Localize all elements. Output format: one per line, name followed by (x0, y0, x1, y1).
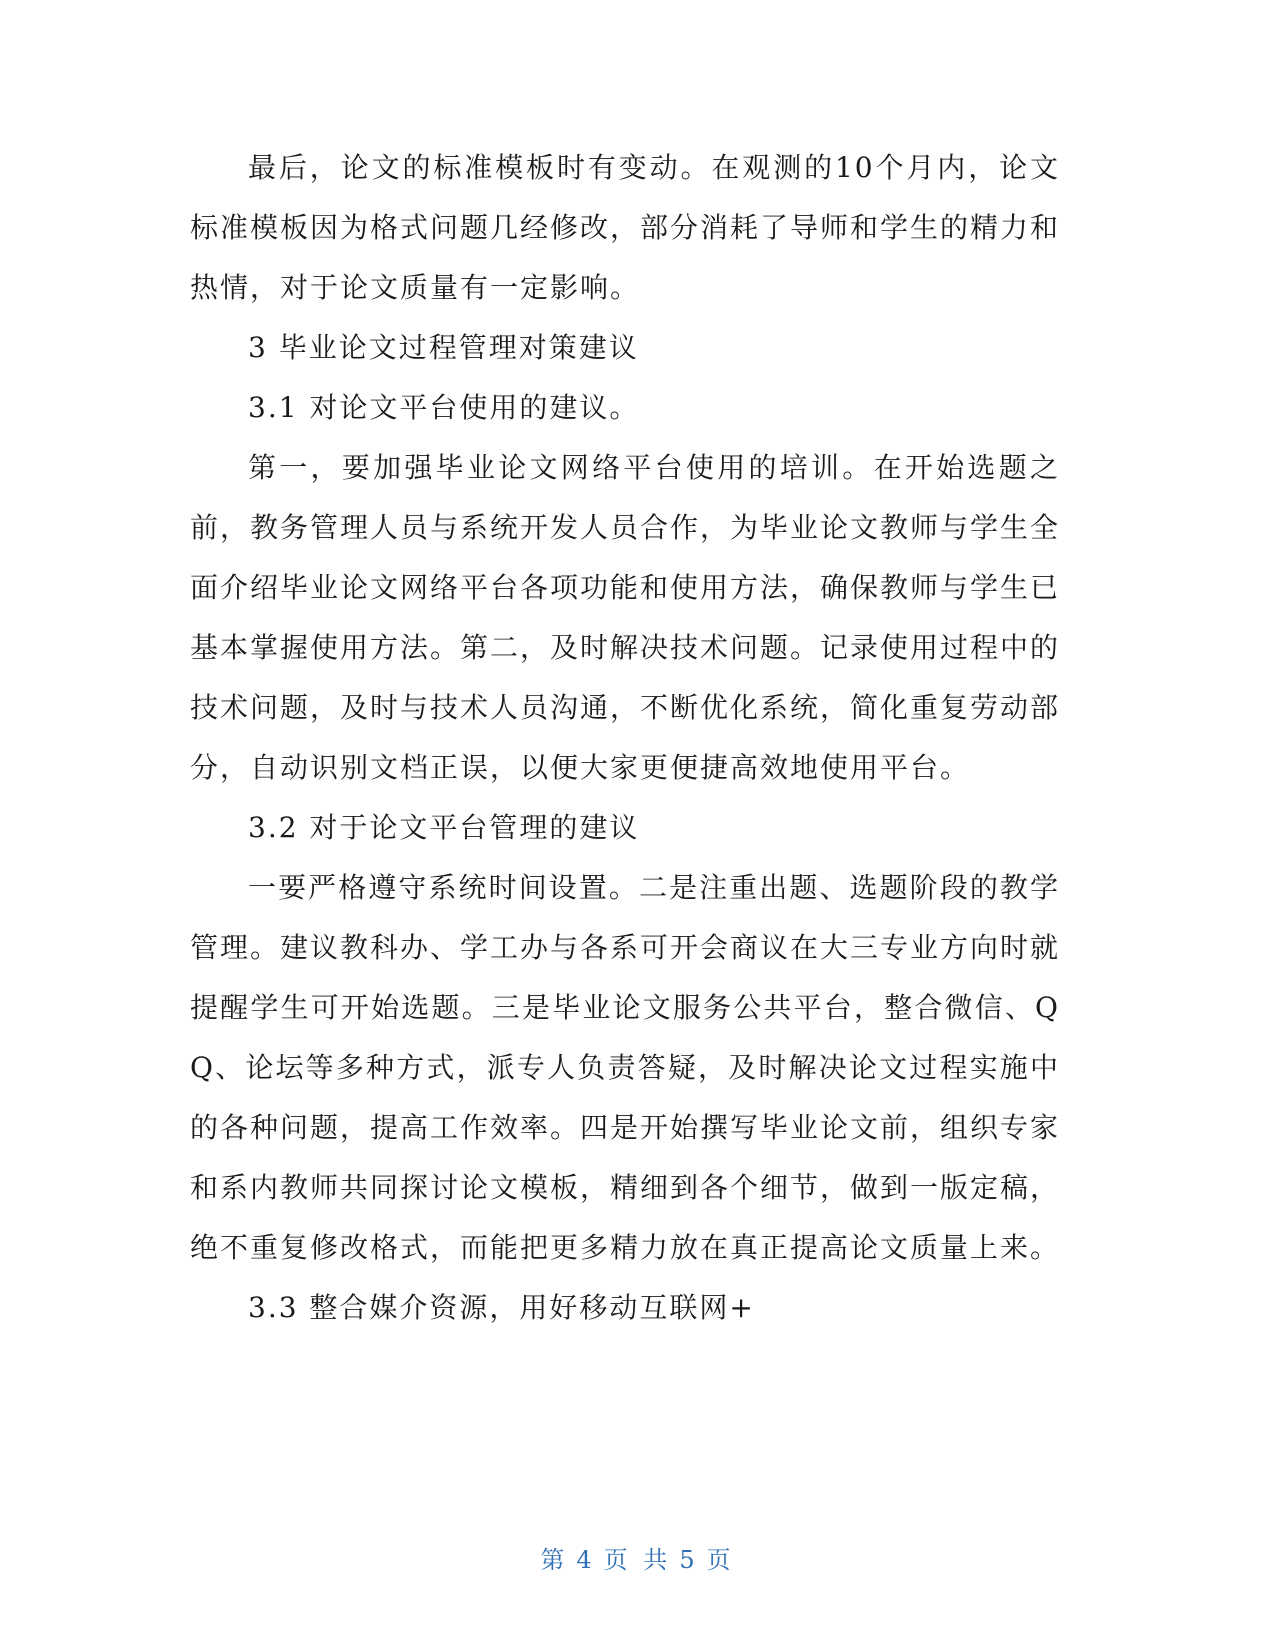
paragraph-template-changes: 最后，论文的标准模板时有变动。在观测的10个月内，论文标准模板因为格式问题几经修改，部分消耗了导师和学生的精力和热情，对于论文质量有一定影响。 (190, 151, 1061, 304)
paragraph-platform-usage: 第一，要加强毕业论文网络平台使用的培训。在开始选题之前，教务管理人员与系统开发人员合作，为毕业论文教师与学生全面介绍毕业论文网络平台各项功能和使用方法，确保教师与学生已基本掌握使用方法。第二，及时解决技术问题。记录使用过程中的技术问题，及时与技术人员沟通，不断优化系统，简化重复劳动部分，自动识别文档正误，以便大家更便捷高效地使用平台。 (190, 451, 1061, 784)
page-footer (0, 1540, 1275, 1575)
section-heading-3-2: 3.2 对于论文平台管理的建议 (248, 811, 640, 844)
document-body (190, 138, 1060, 1338)
footer-prefix: 第 (540, 1546, 569, 1574)
footer-current-page: 4 (576, 1546, 596, 1574)
section-heading-3-1: 3.1 对论文平台使用的建议。 (248, 391, 640, 424)
footer-middle: 页 共 (603, 1546, 672, 1574)
section-heading-3: 3 毕业论文过程管理对策建议 (248, 331, 639, 364)
footer-suffix: 页 (706, 1546, 735, 1574)
paragraph-platform-management: 一要严格遵守系统时间设置。二是注重出题、选题阶段的教学管理。建议教科办、学工办与各系可开会商议在大三专业方向时就提醒学生可开始选题。三是毕业论文服务公共平台，整合微信、QQ、论坛等多种方式，派专人负责答疑，及时解决论文过程实施中的各种问题，提高工作效率。四是开始撰写毕业论文前，组织专家和系内教师共同探讨论文模板，精细到各个细节，做到一版定稿，绝不重复修改格式，而能把更多精力放在真正提高论文质量上来。 (190, 871, 1061, 1264)
section-heading-3-3: 3.3 整合媒介资源，用好移动互联网+ (248, 1291, 755, 1324)
footer-total-pages: 5 (679, 1546, 699, 1574)
